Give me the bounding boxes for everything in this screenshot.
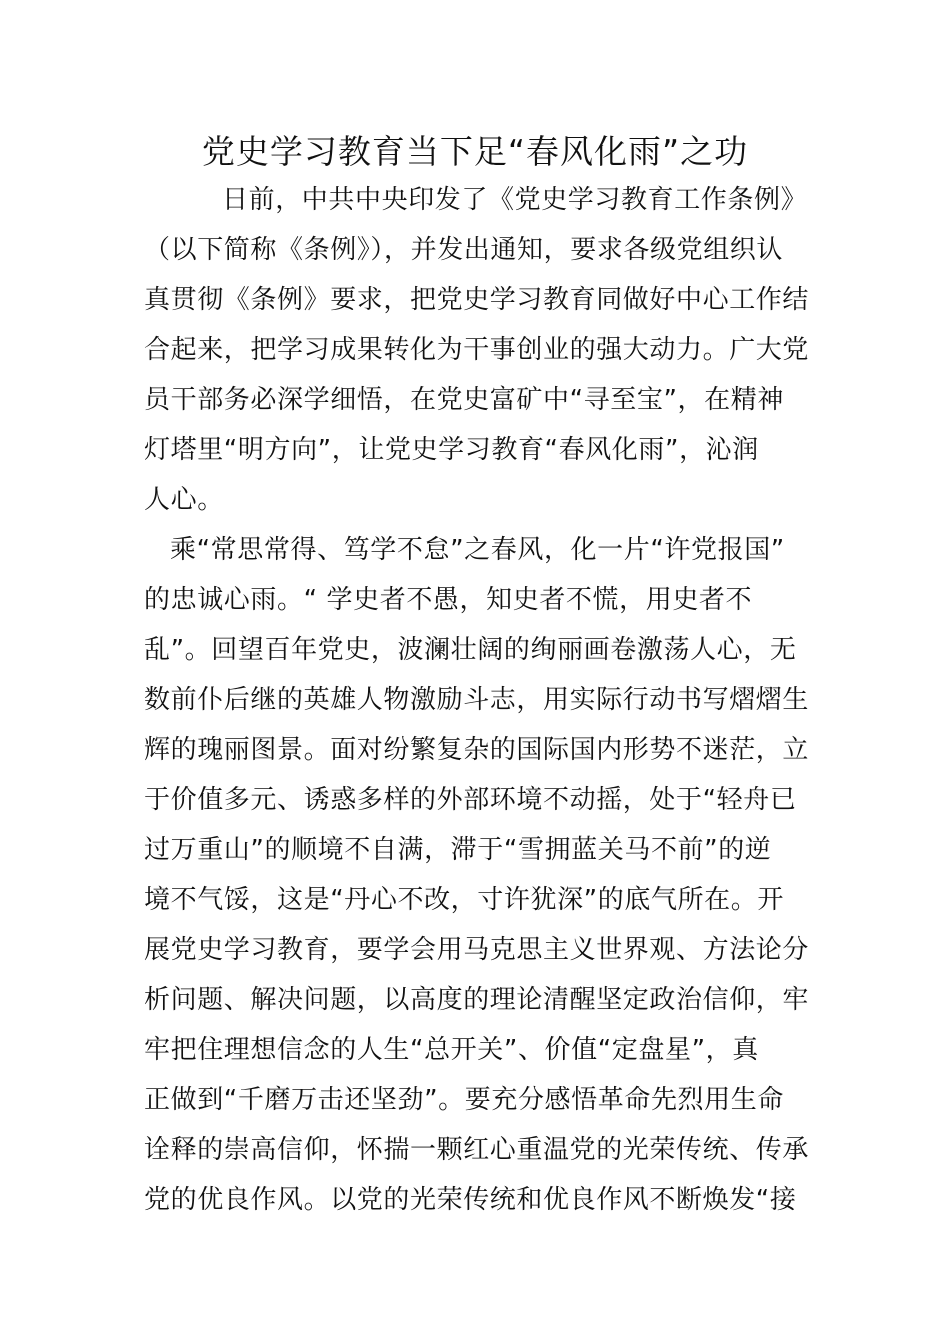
paragraph-2-line-5: 辉的瑰丽图景。面对纷繁复杂的国际国内形势不迷茫，立 [144, 735, 810, 765]
paragraph-1-line-2: （以下简称《条例》），并发出通知，要求各级党组织认 [144, 235, 784, 265]
paragraph-2-line-4: 数前仆后继的英雄人物激励斗志，用实际行动书写熠熠生 [144, 685, 810, 715]
paragraph-2-line-11: 牢把住理想信念的人生“总开关”、价值“定盘星”，真 [144, 1035, 759, 1065]
paragraph-1-line-1: 日前，中共中央印发了《党史学习教育工作条例》 [222, 185, 808, 215]
paragraph-2-line-8: 境不气馁，这是“丹心不改，寸许犹深”的底气所在。开 [144, 885, 784, 915]
paragraph-2-line-6: 于价值多元、诱惑多样的外部环境不动摇，处于“轻舟已 [144, 785, 797, 815]
paragraph-1-line-3: 真贯彻《条例》要求，把党史学习教育同做好中心工作结 [144, 285, 810, 315]
paragraph-1-line-6: 灯塔里“明方向”，让党史学习教育“春风化雨”，沁润 [144, 435, 759, 465]
paragraph-2-line-7: 过万重山”的顺境不自满，滞于“雪拥蓝关马不前”的逆 [144, 835, 772, 865]
paragraph-2-line-14: 党的优良作风。以党的光荣传统和优良作风不断焕发“接 [144, 1185, 797, 1215]
paragraph-2-line-13: 诠释的崇高信仰，怀揣一颗红心重温党的光荣传统、传承 [144, 1135, 810, 1165]
paragraph-1-line-4: 合起来，把学习成果转化为干事创业的强大动力。广大党 [144, 335, 810, 365]
paragraph-1-line-7: 人心。 [144, 485, 224, 515]
paragraph-2-line-9: 展党史学习教育，要学会用马克思主义世界观、方法论分 [144, 935, 810, 965]
paragraph-2-line-12: 正做到“千磨万击还坚劲”。要充分感悟革命先烈用生命 [144, 1085, 784, 1115]
document-title: 党史学习教育当下足“春风化雨”之功 [201, 132, 749, 171]
paragraph-1-line-5: 员干部务必深学细悟，在党史富矿中“寻至宝”，在精神 [144, 385, 784, 415]
paragraph-2-line-10: 析问题、解决问题，以高度的理论清醒坚定政治信仰，牢 [144, 985, 810, 1015]
paragraph-2-line-2: 的忠诚心雨。“ 学史者不愚，知史者不慌，用史者不 [144, 585, 753, 615]
paragraph-2-line-3: 乱”。回望百年党史，波澜壮阔的绚丽画卷激荡人心，无 [144, 635, 797, 665]
paragraph-2-line-1: 乘“常思常得、笃学不怠”之春风，化一片“许党报国” [170, 535, 785, 565]
